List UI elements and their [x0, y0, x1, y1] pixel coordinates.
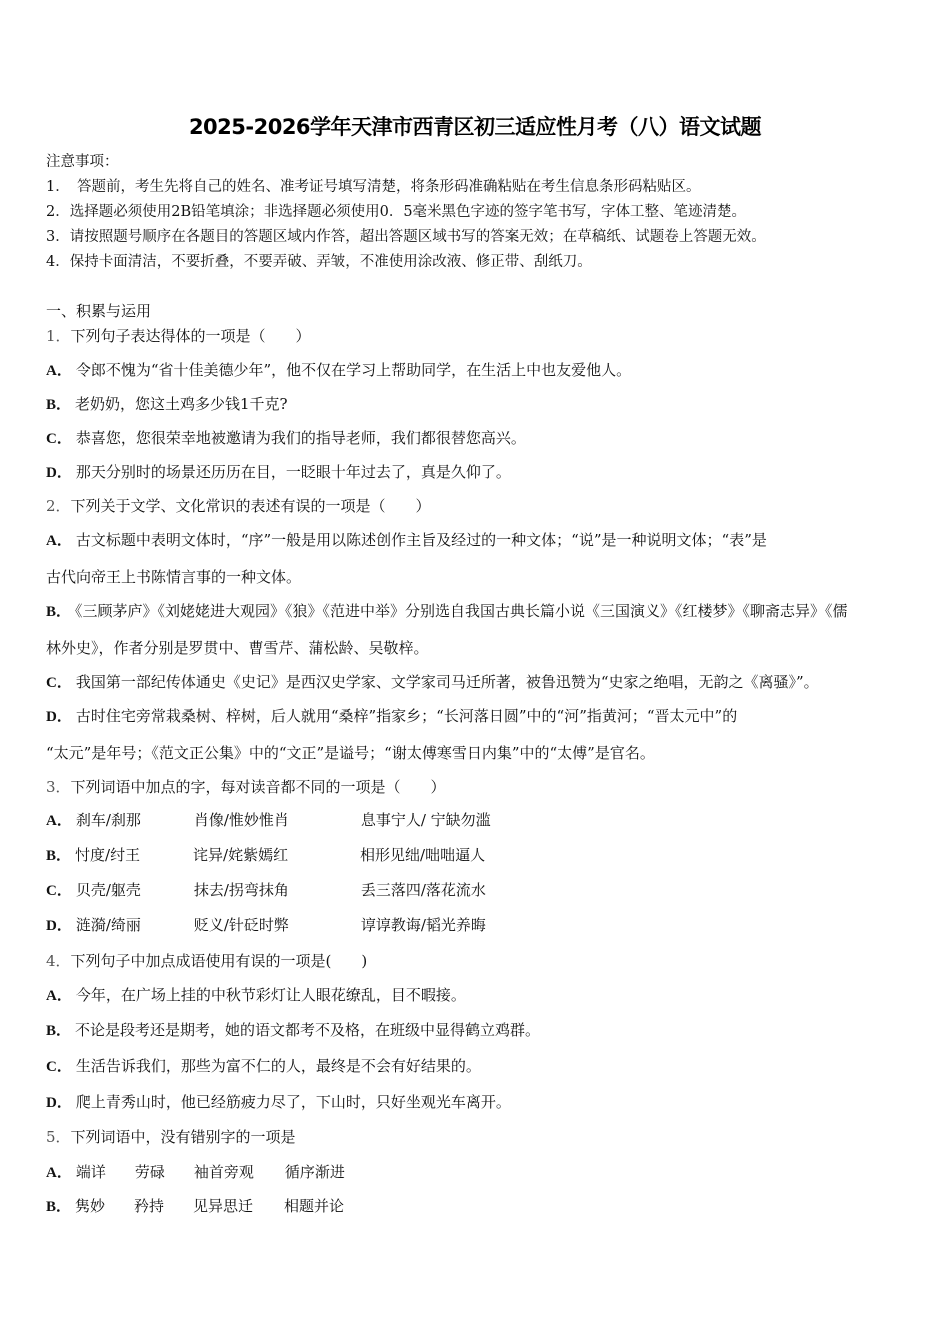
option-term: 丢三落四/落花流水 [360, 881, 486, 899]
question-5-option-b [46, 1196, 344, 1217]
option-letter: D． [46, 1095, 72, 1111]
option-letter: D． [46, 918, 72, 934]
option-term: 端详 [75, 1163, 106, 1181]
notice-item: 2．选择题必须使用2B铅笔填涂；非选择题必须使用0．5毫米黑色字迹的签字笔书写，字体工整、笔迹清楚。 [46, 204, 747, 220]
question-1-stem [46, 326, 311, 346]
question-2-option-c [46, 672, 819, 693]
option-term: 矜持 [134, 1197, 165, 1215]
option-term: 抹去/拐弯抹角 [193, 881, 289, 899]
option-term: 见异思迁 [193, 1197, 254, 1215]
option-term: 贝壳/躯壳 [75, 881, 141, 899]
question-1-option-b [46, 394, 288, 415]
option-text: 恭喜您，您很荣幸地被邀请为我们的指导老师，我们都很替您高兴。 [75, 429, 526, 447]
option-text: 古时住宅旁常栽桑树、梓树，后人就用“桑梓”指家乡；“长河落日圆”中的“河”指黄河；“晋太元中”的 [75, 707, 738, 725]
notice-heading: 注意事项： [46, 154, 119, 170]
option-letter: A． [46, 988, 72, 1004]
question-4-option-c [46, 1056, 481, 1077]
option-letter: A． [46, 813, 72, 829]
option-text: 令郎不愧为“省十佳美德少年”，他不仅在学习上帮助同学，在生活上中也友爱他人。 [75, 361, 632, 379]
option-letter: A． [46, 533, 72, 549]
option-letter: A． [46, 1165, 72, 1181]
option-text: 我国第一部纪传体通史《史记》是西汉史学家、文学家司马迁所著，被鲁迅赞为“史家之绝唱，无韵之《离骚》”。 [75, 673, 819, 691]
option-term: 肖像/惟妙惟肖 [193, 811, 289, 829]
question-number: 3． [46, 778, 71, 796]
question-3-option-d [46, 915, 486, 936]
question-text: 下列句子表达得体的一项是（ ） [70, 327, 311, 345]
option-term: 相题并论 [284, 1197, 345, 1215]
option-letter: B． [46, 604, 72, 620]
question-3-option-c [46, 880, 486, 901]
question-text: 下列句子中加点成语使用有误的一项是( ) [70, 952, 368, 970]
option-term: 涟漪/绮丽 [75, 916, 141, 934]
question-2-option-a [46, 530, 767, 551]
option-term: 劳碌 [134, 1163, 165, 1181]
option-term: 隽妙 [75, 1197, 106, 1215]
option-text: 古文标题中表明文体时，“序”一般是用以陈述创作主旨及经过的一种文体；“说”是一种说明文体；“表”是 [75, 531, 767, 549]
option-letter: B． [46, 1023, 72, 1039]
section-heading: 一、积累与运用 [46, 302, 152, 320]
question-2-option-d [46, 706, 737, 727]
option-text: 爬上青秀山时，他已经筋疲力尽了，下山时，只好坐观光车离开。 [75, 1093, 511, 1111]
notice-item: 1． 答题前，考生先将自己的姓名、准考证号填写清楚，将条形码准确粘贴在考生信息条形码粘贴区。 [46, 179, 701, 195]
question-3-option-a [46, 810, 491, 831]
option-letter: C． [46, 675, 72, 691]
option-text: 《三顾茅庐》《刘姥姥进大观园》《狼》《范进中举》分别选自我国古典长篇小说《三国演义》《红楼梦》《聊斋志异》《儒 [75, 602, 848, 620]
option-letter: A． [46, 363, 72, 379]
option-term: 循序渐进 [284, 1163, 345, 1181]
option-text: 今年，在广场上挂的中秋节彩灯让人眼花缭乱，目不暇接。 [75, 986, 466, 1004]
question-number: 5． [46, 1128, 71, 1146]
question-number: 4． [46, 952, 71, 970]
question-2-stem [46, 496, 431, 516]
notice-item: 4．保持卡面清洁，不要折叠，不要弄破、弄皱，不准使用涂改液、修正带、刮纸刀。 [46, 254, 592, 270]
question-1-option-a [46, 360, 631, 381]
option-letter: D． [46, 709, 72, 725]
option-term: 相形见绌/咄咄逼人 [360, 846, 486, 864]
question-number: 1． [46, 327, 71, 345]
question-text: 下列词语中加点的字，每对读音都不同的一项是（ ） [70, 778, 446, 796]
question-5-option-a [46, 1162, 345, 1183]
question-text: 下列关于文学、文化常识的表述有误的一项是（ ） [70, 497, 431, 515]
question-2-option-b-cont: 林外史》，作者分别是罗贯中、曹雪芹、蒲松龄、吴敬梓。 [46, 639, 429, 657]
option-term: 谆谆教诲/韬光养晦 [360, 916, 486, 934]
option-text: 生活告诉我们，那些为富不仁的人，最终是不会有好结果的。 [75, 1057, 481, 1075]
question-2-option-a-cont: 古代向帝王上书陈情言事的一种文体。 [46, 568, 302, 586]
option-text: 那天分别时的场景还历历在目，一眨眼十年过去了，真是久仰了。 [75, 463, 511, 481]
question-4-option-d [46, 1092, 511, 1113]
option-letter: D． [46, 465, 72, 481]
question-1-option-c [46, 428, 526, 449]
question-4-stem [46, 951, 367, 971]
option-term: 忖度/纣王 [75, 846, 141, 864]
option-term: 息事宁人/ 宁缺勿滥 [360, 811, 491, 829]
question-text: 下列词语中，没有错别字的一项是 [70, 1128, 296, 1146]
question-3-option-b [46, 845, 485, 866]
notice-item: 3．请按照题号顺序在各题目的答题区域内作答，超出答题区域书写的答案无效；在草稿纸、试题卷上答题无效。 [46, 229, 766, 245]
option-letter: C． [46, 431, 72, 447]
question-4-option-b [46, 1020, 540, 1041]
question-number: 2． [46, 497, 71, 515]
option-term: 刹车/刹那 [75, 811, 141, 829]
option-letter: B． [46, 397, 72, 413]
question-5-stem [46, 1127, 296, 1147]
question-1-option-d [46, 462, 511, 483]
page-title: 2025-2026学年天津市西青区初三适应性月考（八）语文试题 [188, 115, 762, 139]
option-text: 不论是段考还是期考，她的语文都考不及格，在班级中显得鹤立鸡群。 [75, 1021, 541, 1039]
option-letter: B． [46, 848, 72, 864]
question-4-option-a [46, 985, 466, 1006]
option-letter: B． [46, 1199, 72, 1215]
option-letter: C． [46, 883, 72, 899]
option-letter: C． [46, 1059, 72, 1075]
question-3-stem [46, 777, 446, 797]
option-term: 贬义/针砭时弊 [193, 916, 289, 934]
option-term: 诧异/姹紫嫣红 [193, 846, 289, 864]
option-term: 袖首旁观 [193, 1163, 254, 1181]
question-2-option-b [46, 601, 848, 622]
question-2-option-d-cont: “太元”是年号；《范文正公集》中的“文正”是谥号；“谢太傅寒雪日内集”中的“太傅”是官名。 [46, 744, 655, 762]
option-text: 老奶奶，您这土鸡多少钱1千克? [75, 395, 288, 413]
